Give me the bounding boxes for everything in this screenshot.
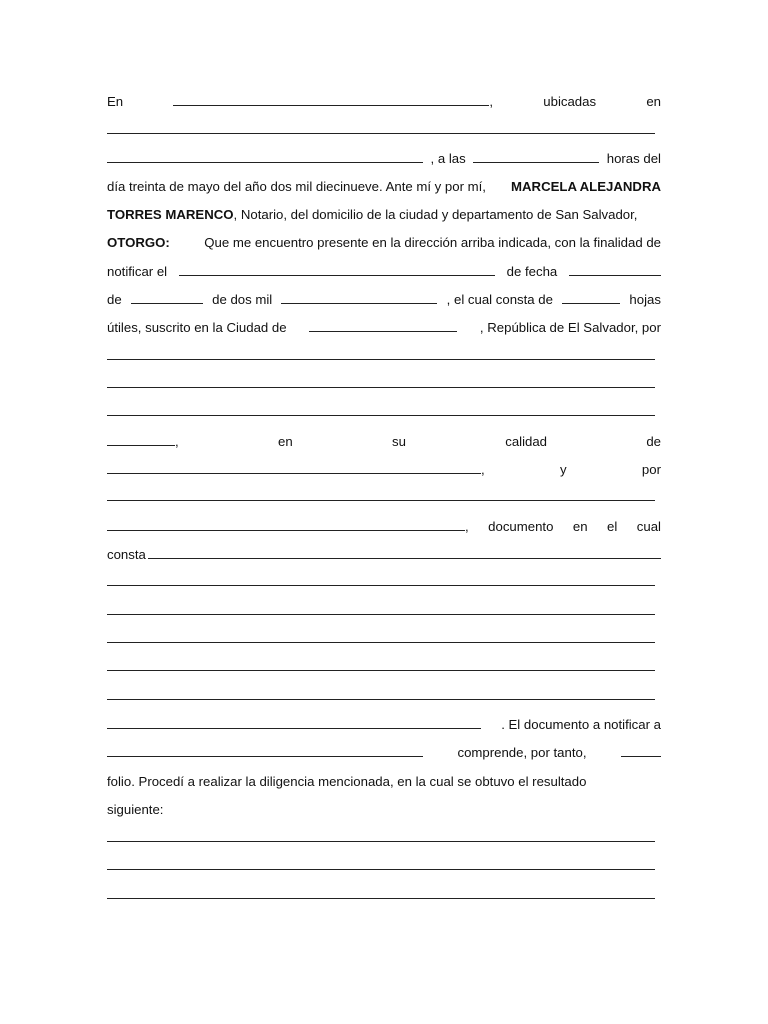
blank-result-3[interactable] xyxy=(107,886,655,899)
line-4: día treinta de mayo del año dos mil diecinueve. Ante mí y por mí, MARCELA ALEJANDRA xyxy=(107,177,661,197)
blank-date-year[interactable] xyxy=(281,291,437,304)
line-16: , documento en el cual xyxy=(107,517,661,537)
line-19 xyxy=(107,602,661,622)
blank-other-party[interactable] xyxy=(107,488,655,501)
blank-document[interactable] xyxy=(179,263,495,276)
blank-date-month[interactable] xyxy=(131,291,203,304)
blank-result-1[interactable] xyxy=(107,829,655,842)
blank-signer-3[interactable] xyxy=(107,403,655,416)
line-22 xyxy=(107,687,661,707)
line-6: OTORGO: Que me encuentro presente en la dirección arriba indicada, con la finalidad de xyxy=(107,233,661,253)
line-9: útiles, suscrito en la Ciudad de , República de El Salvador, por xyxy=(107,320,661,335)
line-7: notificar el de fecha xyxy=(107,262,661,282)
blank-signer-4[interactable] xyxy=(107,433,175,446)
blank-recipient[interactable] xyxy=(107,744,423,757)
blank-content-7[interactable] xyxy=(107,716,481,729)
blank-location[interactable] xyxy=(173,93,489,106)
notary-name-part1: MARCELA ALEJANDRA xyxy=(511,179,661,194)
line-10 xyxy=(107,347,661,367)
line-18 xyxy=(107,573,661,593)
line-2 xyxy=(107,121,661,141)
line-12 xyxy=(107,403,661,423)
blank-address-cont[interactable] xyxy=(107,150,423,163)
line-15 xyxy=(107,488,661,508)
blank-content-4[interactable] xyxy=(107,630,655,643)
line-8: de de dos mil , el cual consta de hojas xyxy=(107,292,661,307)
blank-folio-count[interactable] xyxy=(621,744,661,757)
line-11 xyxy=(107,375,661,395)
blank-signer-1[interactable] xyxy=(107,347,655,360)
line-27 xyxy=(107,829,661,849)
blank-content-1[interactable] xyxy=(148,546,661,559)
otorgo-label: OTORGO: xyxy=(107,235,170,250)
line-20 xyxy=(107,630,661,650)
line-25: folio. Procedí a realizar la diligencia mencionada, en la cual se obtuvo el resultado xyxy=(107,774,587,789)
line-5: TORRES MARENCO , Notario, del domicilio de la ciudad y departamento de San Salvador, xyxy=(107,205,661,225)
blank-result-2[interactable] xyxy=(107,857,655,870)
line-1: En , ubicadas en xyxy=(107,92,661,112)
line-3: , a las horas del xyxy=(107,149,661,169)
blank-content-5[interactable] xyxy=(107,658,655,671)
word-ubicadas: ubicadas xyxy=(543,94,597,109)
word-en: En xyxy=(107,94,124,109)
line-26: siguiente: xyxy=(107,802,164,817)
word-en-2: en xyxy=(646,94,661,109)
line-29 xyxy=(107,886,661,906)
blank-pages[interactable] xyxy=(562,291,620,304)
blank-signer-2[interactable] xyxy=(107,375,655,388)
line-28 xyxy=(107,857,661,877)
blank-content-3[interactable] xyxy=(107,602,655,615)
blank-content-6[interactable] xyxy=(107,687,655,700)
line-13: , en su calidad de xyxy=(107,432,661,452)
line-21 xyxy=(107,658,661,678)
line-17: consta xyxy=(107,545,661,565)
line-24: comprende, por tanto, xyxy=(107,743,661,763)
blank-capacity[interactable] xyxy=(107,461,481,474)
blank-content-2[interactable] xyxy=(107,573,655,586)
blank-date-day[interactable] xyxy=(569,263,661,276)
notary-name-part2: TORRES MARENCO xyxy=(107,207,234,222)
blank-other-party-cont[interactable] xyxy=(107,518,465,531)
blank-city[interactable] xyxy=(309,319,457,332)
line-23: . El documento a notificar a xyxy=(107,715,661,735)
blank-address[interactable] xyxy=(107,121,655,134)
blank-hour[interactable] xyxy=(473,150,599,163)
line-14: , y por xyxy=(107,460,661,480)
